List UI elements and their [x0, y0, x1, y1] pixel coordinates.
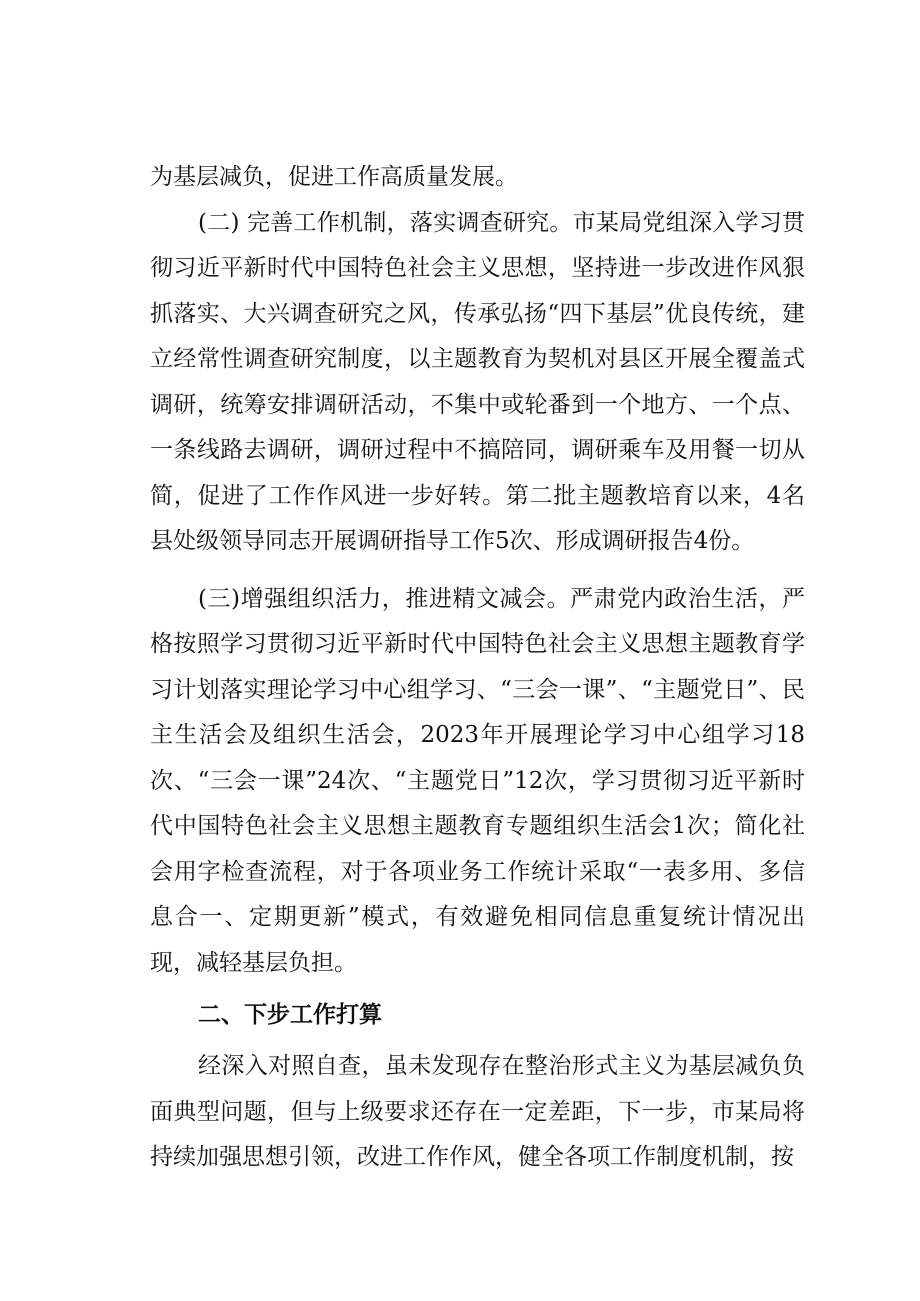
- paragraph-organization-vitality: (三)增强组织活力，推进精文减会。严肃党内政治生活，严格按照学习贯彻习近平新时代中国特色社会主义思想主题教育学习计划落实理论学习中心组学习、“三会一课”、“主题党日”、民主生活会及组织生活会，2023年开展理论学习中心组学习18次、“三会一课”24次、“主题党日”12次，学习贯彻习近平新时代中国特色社会主义思想主题教育专题组织生活会1次；简化社会用字检查流程，对于各项业务工作统计采取“一表多用、多信息合一、定期更新”模式，有效避免相同信息重复统计情况出现，减轻基层负担。: [150, 585, 805, 976]
- paragraph-work-mechanism: (二) 完善工作机制，落实调查研究。市某局党组深入学习贯彻习近平新时代中国特色社会主义思想，坚持进一步改进作风狠抓落实、大兴调查研究之风，传承弘扬“四下基层”优良传统，建立经常性调查研究制度，以主题教育为契机对县区开展全覆盖式调研，统筹安排调研活动，不集中或轮番到一个地方、一个点、一条线路去调研，调研过程中不搞陪同，调研乘车及用餐一切从简，促进了工作作风进一步好转。第二批主题教培育以来，4名县处级领导同志开展调研指导工作5次、形成调研报告4份。: [150, 209, 805, 554]
- paragraph-next-steps: 经深入对照自查，虽未发现存在整治形式主义为基层减负负面典型问题，但与上级要求还存在一定差距，下一步，市某局将持续加强思想引领，改进工作作风，健全各项工作制度机制，按: [150, 1053, 805, 1170]
- document-body: [150, 155, 805, 1181]
- paragraph-spacer: [150, 565, 805, 577]
- section-heading: 二、下步工作打算: [198, 1002, 382, 1028]
- paragraph-continuation: 为基层减负，促进工作高质量发展。: [150, 164, 518, 190]
